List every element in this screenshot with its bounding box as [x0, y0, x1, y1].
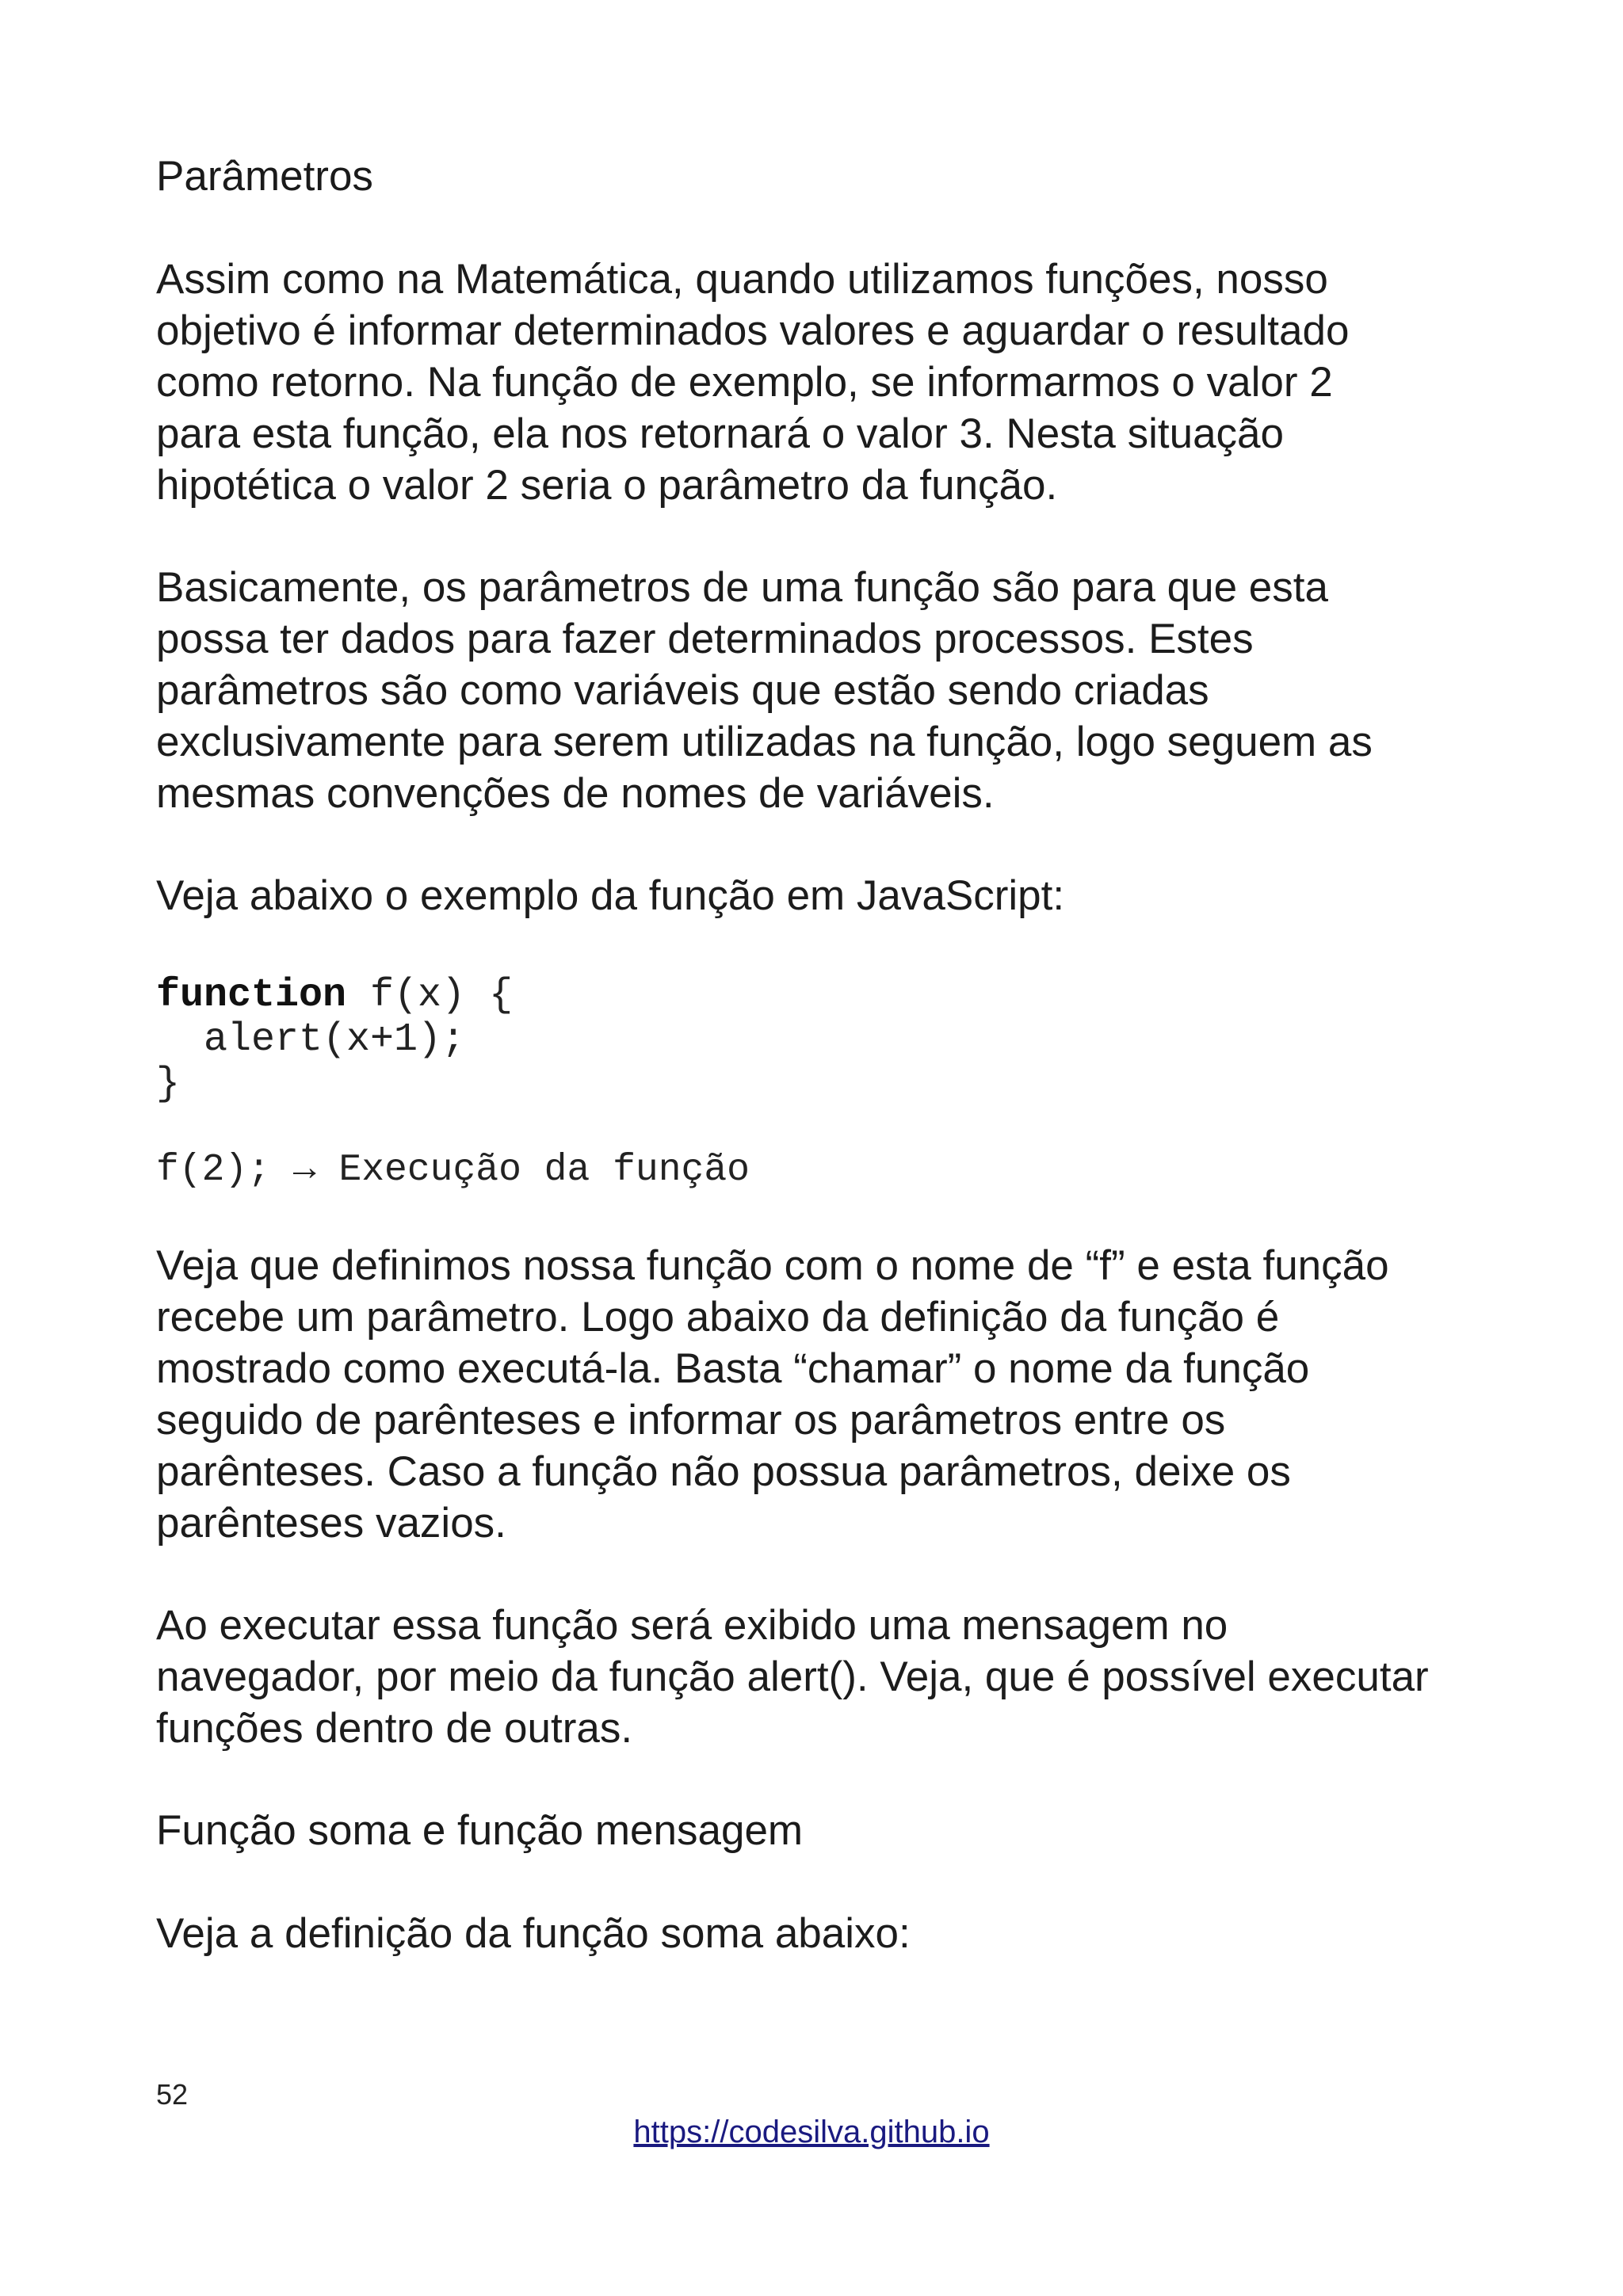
paragraph-line: como retorno. Na função de exemplo, se informarmos o valor 2 — [156, 359, 1333, 406]
paragraph-line: hipotética o valor 2 seria o parâmetro da função. — [156, 462, 1058, 509]
paragraph-line: parênteses. Caso a função não possua parâmetros, deixe os — [156, 1448, 1291, 1495]
paragraph-line: recebe um parâmetro. Logo abaixo da definição da função é — [156, 1294, 1280, 1341]
code-text: f(x) { — [346, 973, 514, 1018]
paragraph-line: Assim como na Matemática, quando utilizamos funções, nosso — [156, 256, 1328, 303]
paragraph-line: funções dentro de outras. — [156, 1705, 633, 1752]
section-heading-parametros: Parâmetros — [156, 153, 373, 200]
paragraph-line: objetivo é informar determinados valores e aguardar o resultado — [156, 307, 1350, 354]
paragraph-line: seguido de parênteses e informar os parâmetros entre os — [156, 1397, 1226, 1444]
paragraph-3: Veja abaixo o exemplo da função em JavaScript: — [156, 872, 1065, 919]
page-content — [156, 151, 1487, 1959]
code-block — [156, 974, 1487, 1107]
paragraph-line: Basicamente, os parâmetros de uma função são para que esta — [156, 564, 1328, 611]
paragraph-line: parênteses vazios. — [156, 1500, 506, 1547]
paragraph-line: exclusivamente para serem utilizadas na função, logo seguem as — [156, 719, 1373, 765]
paragraph-line: mostrado como executá-la. Basta “chamar” o nome da função — [156, 1345, 1310, 1392]
paragraph-4 — [156, 1240, 1487, 1549]
footer — [0, 2112, 1623, 2152]
paragraph-line: navegador, por meio da função alert(). Veja, que é possível executar — [156, 1653, 1429, 1700]
paragraph-6: Veja a definição da função soma abaixo: — [156, 1910, 911, 1957]
paragraph-line: para esta função, ela nos retornará o valor 3. Nesta situação — [156, 410, 1285, 457]
code-line-3: } — [156, 1062, 181, 1107]
paragraph-line: mesmas convenções de nomes de variáveis. — [156, 770, 995, 817]
paragraph-line: Veja que definimos nossa função com o nome de “f” e esta função — [156, 1242, 1389, 1289]
paragraph-line: Ao executar essa função será exibido uma mensagem no — [156, 1602, 1228, 1649]
section-heading-funcao-soma: Função soma e função mensagem — [156, 1807, 804, 1854]
paragraph-1 — [156, 254, 1487, 511]
code-line-2: alert(x+1); — [156, 1017, 466, 1062]
paragraph-line: possa ter dados para fazer determinados processos. Estes — [156, 616, 1254, 662]
footer-link[interactable]: https://codesilva.github.io — [633, 2115, 990, 2149]
paragraph-2 — [156, 562, 1487, 819]
code-line-1 — [156, 974, 1487, 1018]
code-call-line: f(2); → Execução da função — [156, 1149, 750, 1192]
paragraph-5 — [156, 1600, 1487, 1754]
code-keyword: function — [156, 973, 347, 1018]
paragraph-line: parâmetros são como variáveis que estão sendo criadas — [156, 667, 1209, 714]
page-number: 52 — [156, 2078, 189, 2111]
